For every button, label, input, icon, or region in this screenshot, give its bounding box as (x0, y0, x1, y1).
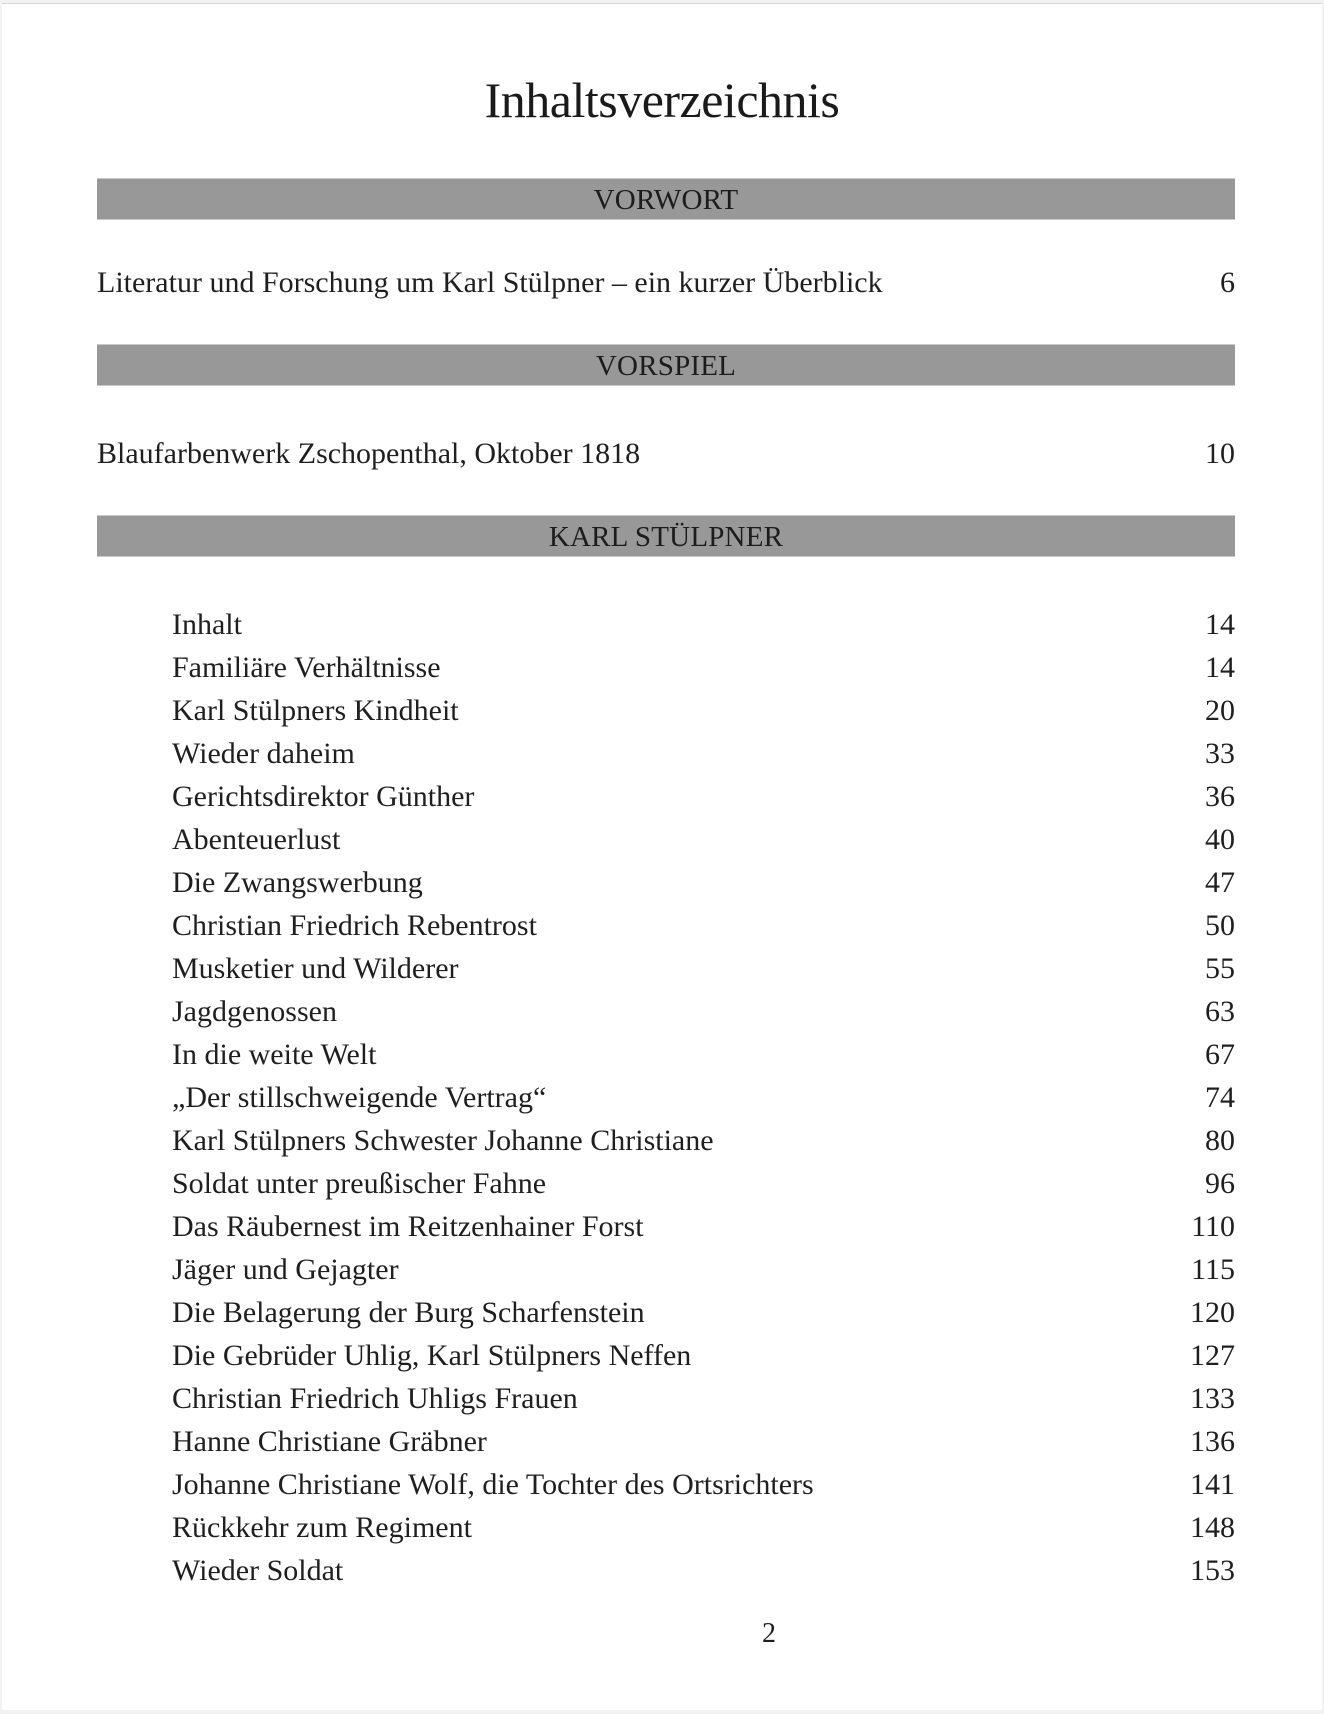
toc-entry[interactable] (172, 734, 1235, 774)
toc-entry-title: Johanne Christiane Wolf, die Tochter des Ortsrichters (172, 1468, 814, 1501)
page-title: Inhaltsverzeichnis (484, 72, 840, 128)
toc-entry[interactable] (172, 906, 1235, 946)
toc-entry[interactable] (97, 434, 1235, 474)
toc-entry-page: 33 (1205, 737, 1235, 770)
toc-entry[interactable] (172, 1422, 1235, 1462)
toc-entry[interactable] (172, 949, 1235, 989)
toc-entry-page: 67 (1205, 1038, 1235, 1071)
toc-entry[interactable] (172, 1379, 1235, 1419)
toc-entry-page: 115 (1191, 1253, 1235, 1286)
toc-entry-page: 74 (1205, 1081, 1235, 1114)
toc-entry-page: 80 (1205, 1124, 1235, 1157)
toc-entry-title: Rückkehr zum Regiment (172, 1511, 472, 1544)
toc-entry-title: Christian Friedrich Uhligs Frauen (172, 1382, 578, 1415)
toc-entry-title: Wieder Soldat (172, 1554, 344, 1587)
toc-entry-page: 55 (1205, 952, 1235, 985)
toc-entry-page: 10 (1205, 437, 1235, 470)
toc-entry-title: Die Gebrüder Uhlig, Karl Stülpners Neffen (172, 1339, 692, 1372)
toc-entry-page: 6 (1220, 266, 1235, 299)
toc-entry-title: „Der stillschweigende Vertrag“ (172, 1081, 547, 1114)
toc-entry-title: Das Räubernest im Reitzenhainer Forst (172, 1210, 644, 1243)
toc-entry-title: Karl Stülpners Kindheit (172, 694, 459, 727)
toc-entry[interactable] (172, 691, 1235, 731)
section-heading-vorwort: VORWORT (97, 178, 1235, 220)
toc-entry[interactable] (97, 263, 1235, 303)
toc-entry-page: 14 (1205, 608, 1235, 641)
toc-entry-title: Blaufarbenwerk Zschopenthal, Oktober 1818 (97, 437, 641, 470)
toc-entry-page: 133 (1190, 1382, 1235, 1415)
toc-entry[interactable] (172, 1207, 1235, 1247)
toc-entry-page: 153 (1190, 1554, 1235, 1587)
toc-entry[interactable] (172, 1035, 1235, 1075)
toc-entry[interactable] (172, 605, 1235, 645)
toc-entry[interactable] (172, 1250, 1235, 1290)
toc-entry-page: 96 (1205, 1167, 1235, 1200)
toc-entry-title: Jäger und Gejagter (172, 1253, 399, 1286)
toc-entry-title: Literatur und Forschung um Karl Stülpner – ein kurzer Überblick (97, 266, 883, 299)
toc-entry-title: Abenteuerlust (172, 823, 341, 856)
toc-entry[interactable] (172, 1508, 1235, 1548)
toc-entry-page: 20 (1205, 694, 1235, 727)
toc-entry-title: Familiäre Verhältnisse (172, 651, 441, 684)
toc-entry-page: 14 (1205, 651, 1235, 684)
toc-entry-page: 63 (1205, 995, 1235, 1028)
toc-entry-title: Wieder daheim (172, 737, 355, 770)
toc-entry[interactable] (172, 1121, 1235, 1161)
section-heading-karl-stuelpner: KARL STÜLPNER (97, 515, 1235, 557)
toc-entry-page: 148 (1190, 1511, 1235, 1544)
toc-entry-page: 47 (1205, 866, 1235, 899)
toc-entry[interactable] (172, 1078, 1235, 1118)
toc-entry-page: 120 (1190, 1296, 1235, 1329)
toc-entry[interactable] (172, 1465, 1235, 1505)
toc-entry[interactable] (172, 648, 1235, 688)
section-heading-vorspiel: VORSPIEL (97, 344, 1235, 386)
toc-entry-title: Die Zwangswerbung (172, 866, 423, 899)
toc-entry-page: 40 (1205, 823, 1235, 856)
toc-entry-title: Hanne Christiane Gräbner (172, 1425, 487, 1458)
toc-entry[interactable] (172, 777, 1235, 817)
toc-entry-title: Soldat unter preußischer Fahne (172, 1167, 547, 1200)
toc-entry-title: Die Belagerung der Burg Scharfenstein (172, 1296, 645, 1329)
toc-entry[interactable] (172, 1164, 1235, 1204)
toc-entry[interactable] (172, 992, 1235, 1032)
toc-entry-page: 36 (1205, 780, 1235, 813)
document-page (2, 3, 1322, 1710)
toc-entry-title: Inhalt (172, 608, 242, 641)
toc-entry-page: 136 (1190, 1425, 1235, 1458)
toc-entry[interactable] (172, 863, 1235, 903)
toc-entry[interactable] (172, 820, 1235, 860)
toc-entry-title: Jagdgenossen (172, 995, 337, 1028)
toc-entry-page: 127 (1190, 1339, 1235, 1372)
toc-entry-page: 110 (1191, 1210, 1235, 1243)
toc-entry-title: In die weite Welt (172, 1038, 377, 1071)
toc-entry-title: Karl Stülpners Schwester Johanne Christiane (172, 1124, 714, 1157)
toc-entry-page: 141 (1190, 1468, 1235, 1501)
toc-entry-title: Christian Friedrich Rebentrost (172, 909, 537, 942)
toc-entry[interactable] (172, 1293, 1235, 1333)
toc-entry[interactable] (172, 1336, 1235, 1376)
toc-entry-title: Musketier und Wilderer (172, 952, 459, 985)
toc-entry[interactable] (172, 1551, 1235, 1591)
toc-entry-page: 50 (1205, 909, 1235, 942)
page-number: 2 (762, 1618, 776, 1649)
toc-entry-title: Gerichtsdirektor Günther (172, 780, 475, 813)
